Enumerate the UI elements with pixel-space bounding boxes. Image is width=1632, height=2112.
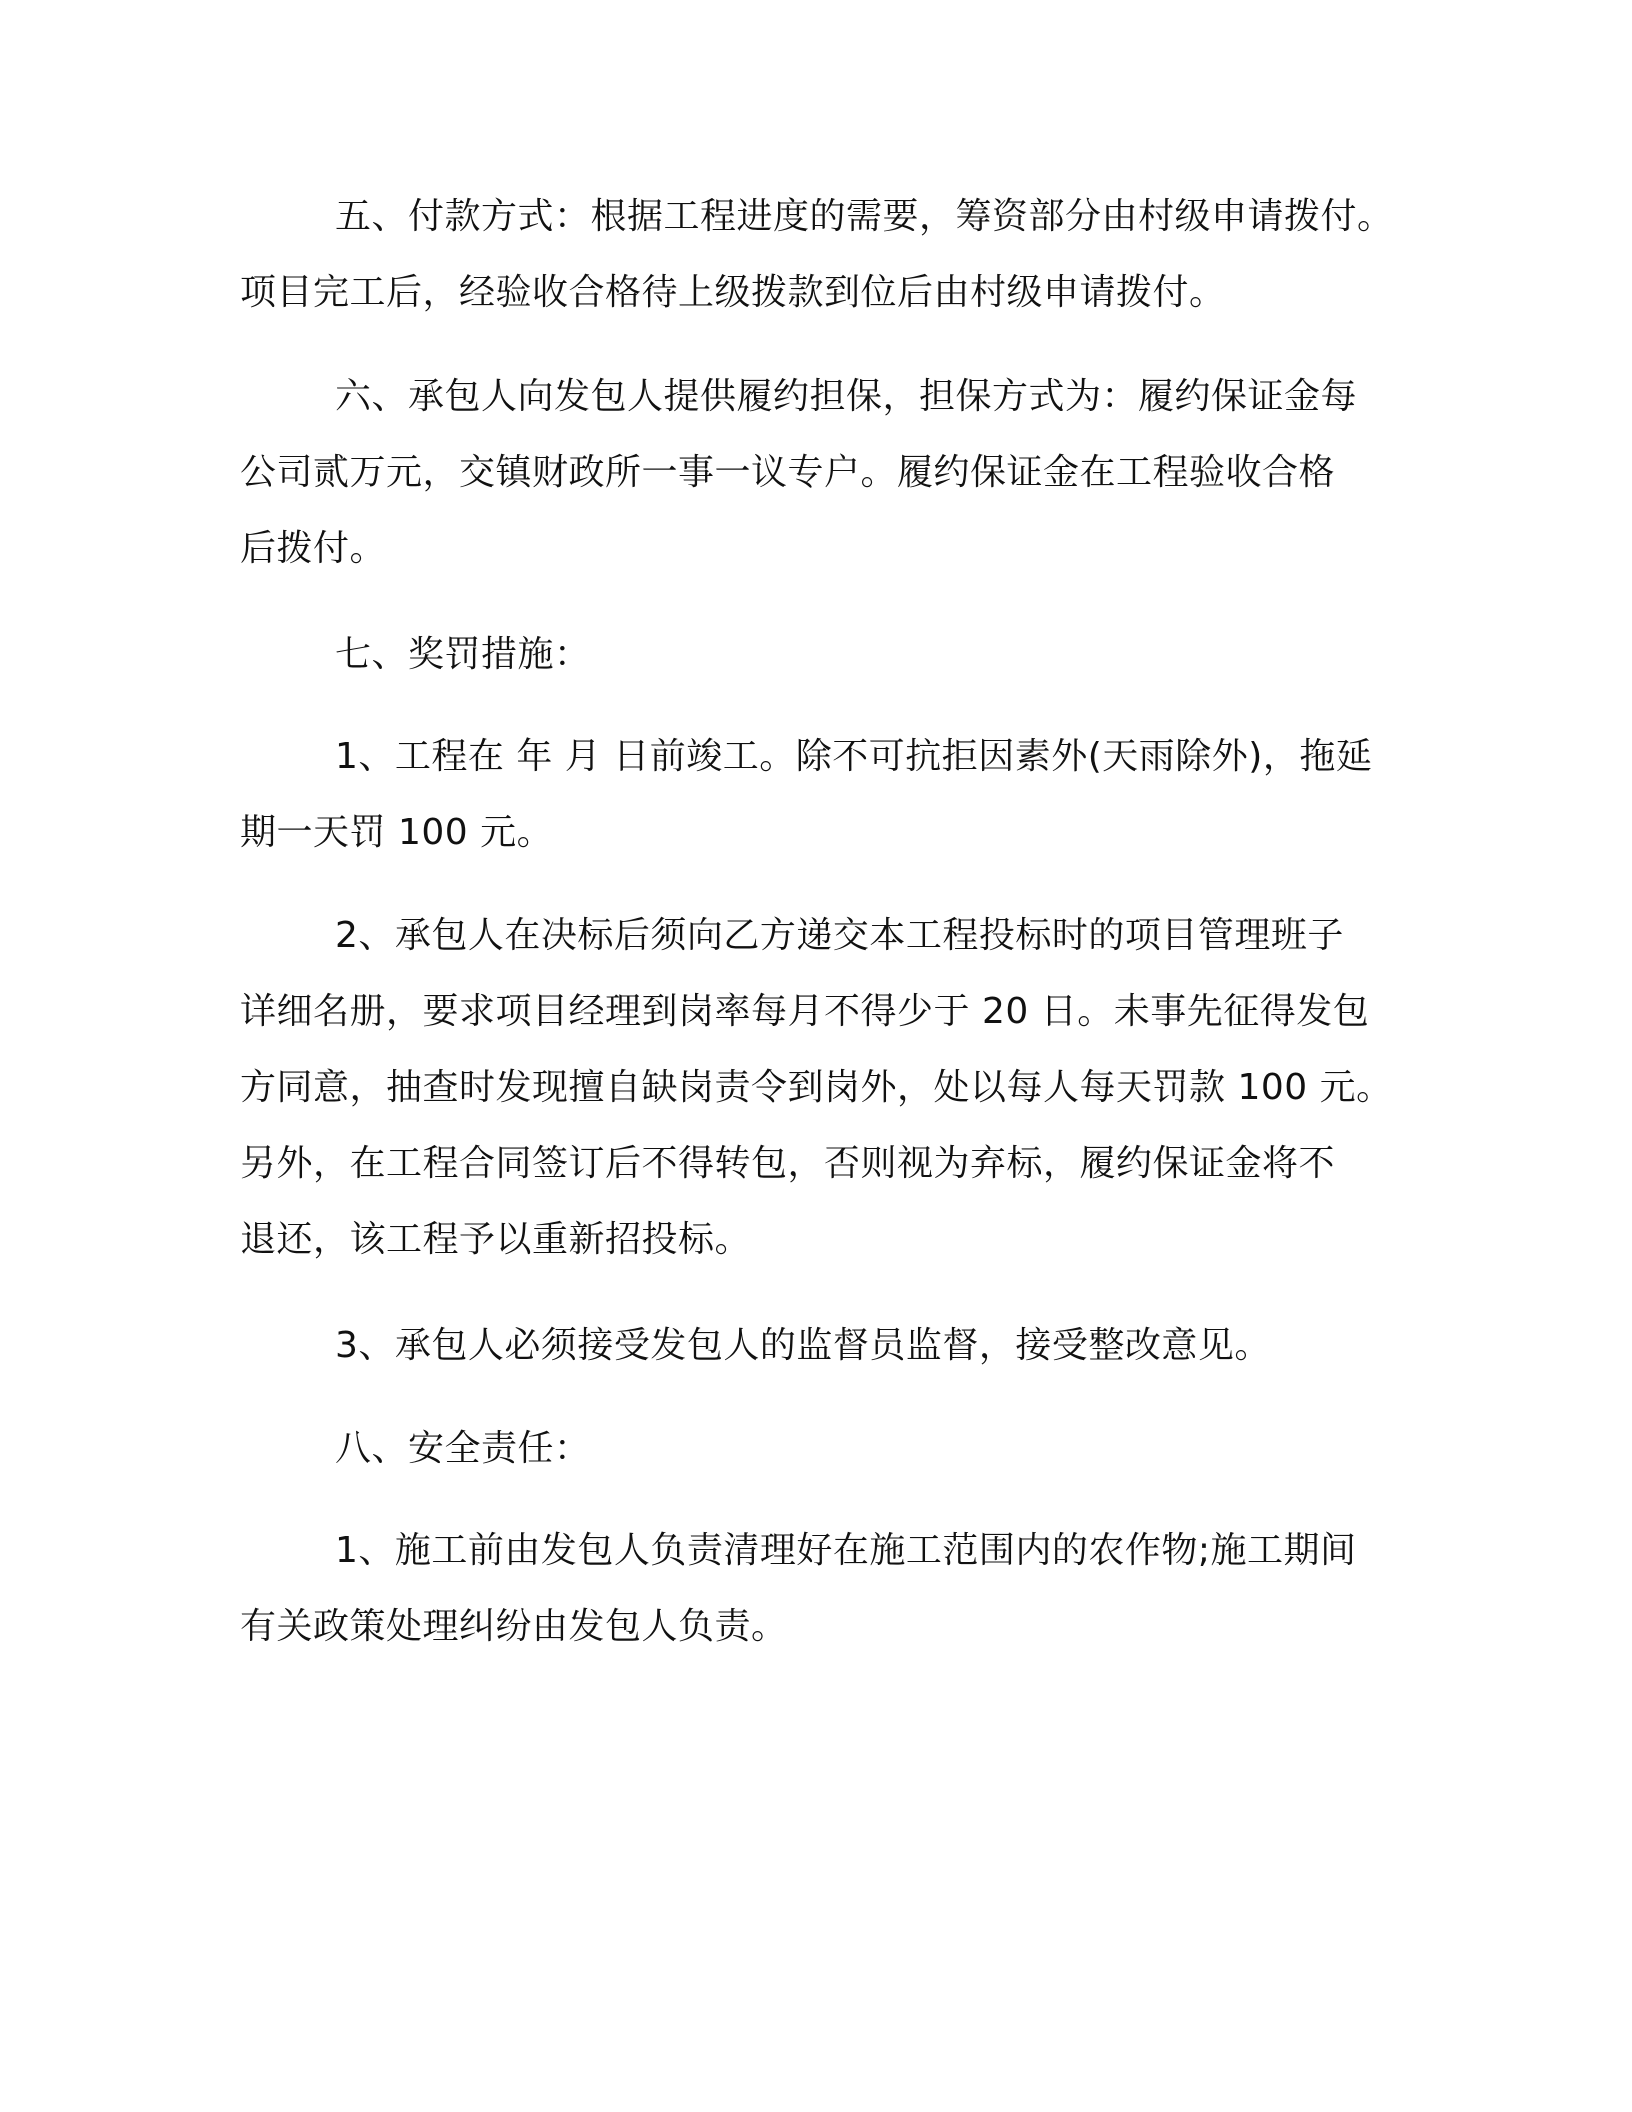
- text-line: 项目完工后，经验收合格待上级拨款到位后由村级申请拨付。: [240, 272, 1226, 313]
- text-line: 1、工程在 年 月 日前竣工。除不可抗拒因素外(天雨除外)，拖延: [335, 736, 1373, 777]
- text-line: 3、承包人必须接受发包人的监督员监督，接受整改意见。: [335, 1325, 1271, 1366]
- paragraph-section-7-heading: [240, 617, 1400, 693]
- text-line: 详细名册，要求项目经理到岗率每月不得少于 20 日。未事先征得发包: [240, 991, 1370, 1032]
- paragraph-section-6-guarantee: [240, 359, 1400, 587]
- paragraph-section-7-item-1: [240, 719, 1400, 871]
- text-line: 六、承包人向发包人提供履约担保，担保方式为：履约保证金每: [335, 376, 1358, 417]
- text-line: 1、施工前由发包人负责清理好在施工范围内的农作物;施工期间: [335, 1530, 1357, 1571]
- paragraph-section-7-item-2: [240, 898, 1400, 1278]
- text-line: 另外，在工程合同签订后不得转包，否则视为弃标，履约保证金将不: [240, 1143, 1336, 1184]
- text-line: 公司贰万元，交镇财政所一事一议专户。履约保证金在工程验收合格: [240, 452, 1336, 493]
- text-line: 五、付款方式：根据工程进度的需要，筹资部分由村级申请拨付。: [335, 196, 1394, 237]
- paragraph-section-8-heading: [240, 1411, 1400, 1487]
- paragraph-section-5-payment: [240, 179, 1400, 331]
- text-line: 有关政策处理纠纷由发包人负责。: [240, 1606, 788, 1647]
- text-line: 2、承包人在决标后须向乙方递交本工程投标时的项目管理班子: [335, 915, 1344, 956]
- paragraph-section-8-item-1: [240, 1513, 1400, 1665]
- paragraph-section-7-item-3: [240, 1308, 1400, 1384]
- text-line: 八、安全责任：: [335, 1428, 591, 1469]
- text-line: 期一天罚 100 元。: [240, 812, 554, 853]
- text-line: 后拨付。: [240, 528, 387, 569]
- text-line: 退还，该工程予以重新招投标。: [240, 1219, 752, 1260]
- text-line: 七、奖罚措施：: [335, 634, 591, 675]
- text-line: 方同意，抽查时发现擅自缺岗责令到岗外，处以每人每天罚款 100 元。: [240, 1067, 1393, 1108]
